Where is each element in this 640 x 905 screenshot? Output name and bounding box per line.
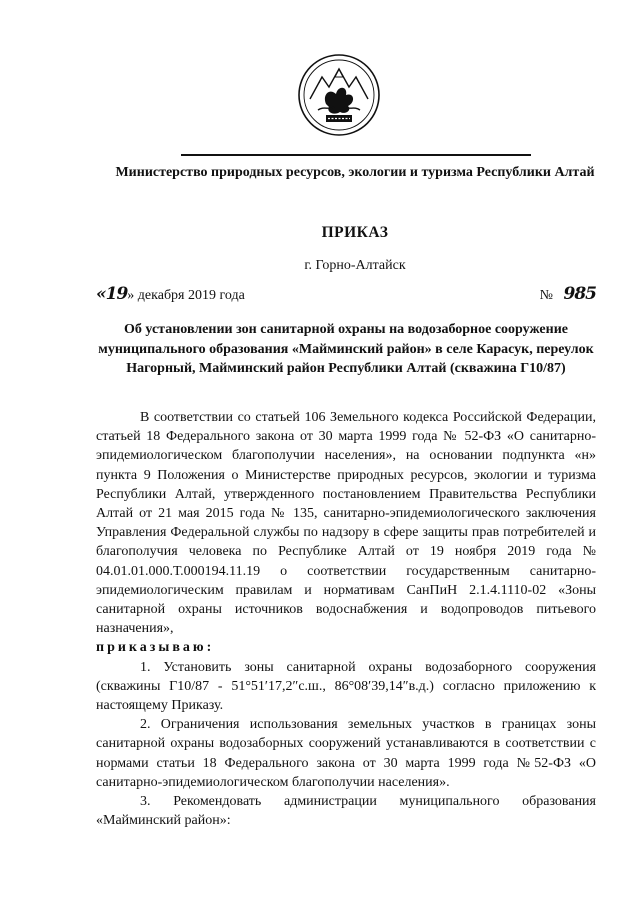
document-type: ПРИКАЗ <box>321 224 389 241</box>
order-date <box>96 284 245 304</box>
number-label: № <box>539 288 553 303</box>
handwritten-number: 985 <box>563 284 596 304</box>
date-number-line <box>96 284 596 308</box>
order-body <box>96 408 596 830</box>
city: г. Горно-Алтайск <box>304 258 406 273</box>
order-item-3: 3. Рекомендовать администрации муниципального образования «Майминский район»: <box>96 794 596 829</box>
ministry-name: Министерство природных ресурсов, экологии и туризма Республики Алтай <box>115 165 595 180</box>
handwritten-day: 19 <box>105 284 128 304</box>
preamble-paragraph: В соответствии со статьей 106 Земельного кодекса Российской Федерации, статьей 18 Федерального закона от 30 марта 1999 года № 52-ФЗ «О санитарно-эпидемиологическом благополучии населения», на основании подпункта «н» пункта 9 Положения о Министерстве природных ресурсов, экологии и туризма Республики Алтай, утвержденного постановлением Правительства Республики Алтай от 21 мая 2015 года № 135, санитарно-эпидемиологического заключения Управления Федеральной службы по надзору в сфере защиты прав потребителей и благополучия человека по Республике Алтай от 19 ноября 2019 года № 04.01.01.000.Т.000194.11.19 о соответствии государственным санитарно-эпидемиологическим правилам и нормативам СанПиН 2.1.4.1110-02 «Зоны санитарной охраны источников водоснабжения и водопроводов питьевого назначения», <box>96 410 596 637</box>
order-item-1: 1. Установить зоны санитарной охраны водозаборного сооружения (скважины Г10/87 - 51°51′17,2″с.ш., 86°08′39,14″в.д.) согласно приложению к настоящему Приказу. <box>96 659 596 714</box>
coat-of-arms-emblem <box>296 52 382 138</box>
order-number <box>540 284 596 304</box>
order-item-2: 2. Ограничения использования земельных участков в границах зоны санитарной охраны водозаборных сооружений устанавливаются в соответствии с нормами статьи 18 Федерального закона от 30 марта 1999 года №52-ФЗ «О санитарно-эпидемиологическом благополучии населения». <box>96 717 596 790</box>
header-rule <box>181 154 531 156</box>
date-rest: » декабря 2019 года <box>127 288 245 303</box>
order-title: Об установлении зон санитарной охраны на водозаборное сооружение муниципального образования «Майминский район» в селе Карасук, переулок Нагорный, Майминский район Республики Алтай (скважина Г10/87) <box>98 322 594 376</box>
order-word: приказываю: <box>96 640 215 656</box>
open-quote: « <box>96 284 106 304</box>
